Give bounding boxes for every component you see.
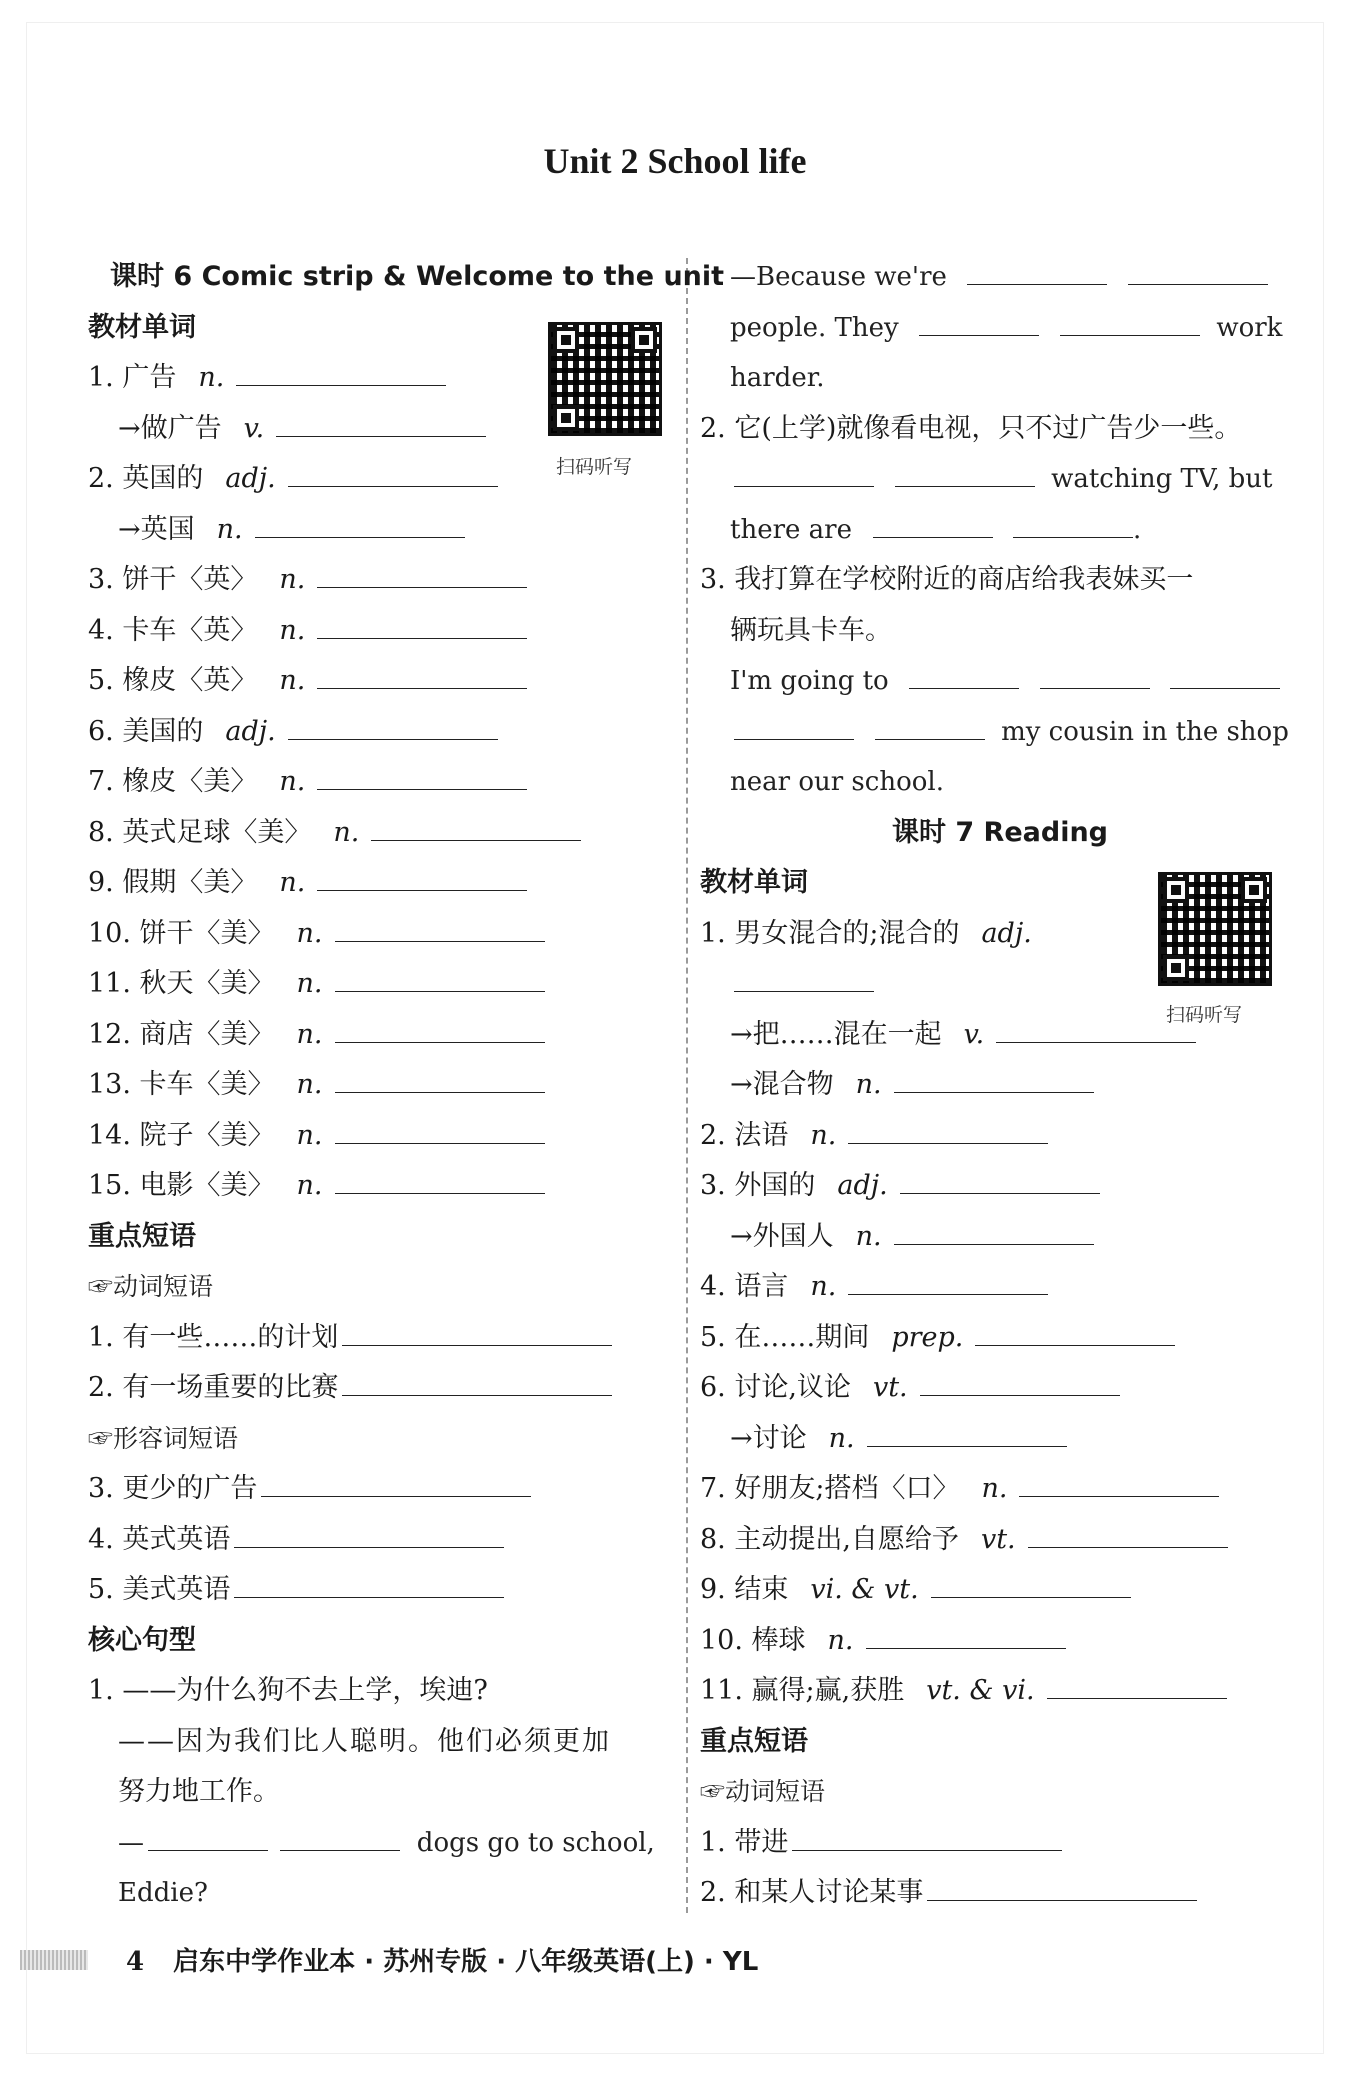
vocab-item: 2. 法语 n. bbox=[700, 1111, 1300, 1162]
left-column bbox=[88, 252, 725, 1919]
answer-blank[interactable] bbox=[335, 1060, 545, 1093]
sentence-cn: 辆玩具卡车。 bbox=[730, 614, 892, 646]
vocab-item: 3. 外国的 adj. bbox=[700, 1161, 1300, 1212]
answer-blank[interactable] bbox=[335, 959, 545, 992]
vocab-item: 1. 男女混合的;混合的 adj. bbox=[700, 917, 1032, 949]
answer-blank[interactable] bbox=[276, 404, 486, 437]
answer-blank[interactable] bbox=[335, 1010, 545, 1043]
phrase-heading: 重点短语 bbox=[88, 1220, 196, 1252]
answer-blank[interactable] bbox=[975, 1313, 1175, 1346]
qr-caption: 扫码听写 bbox=[1166, 1004, 1243, 1026]
answer-blank[interactable] bbox=[1128, 252, 1268, 285]
answer-blank[interactable] bbox=[866, 1616, 1066, 1649]
answer-blank[interactable] bbox=[342, 1313, 612, 1346]
right-column bbox=[700, 252, 1300, 1919]
answer-blank[interactable] bbox=[873, 505, 993, 538]
vocab-item: 14. 院子〈美〉 n. bbox=[88, 1111, 658, 1162]
phrase-item: 1. 有一些……的计划 bbox=[88, 1313, 658, 1364]
vocab-item: →把……混在一起 v. bbox=[700, 1010, 1300, 1061]
answer-blank[interactable] bbox=[927, 1868, 1197, 1901]
answer-blank[interactable] bbox=[909, 656, 1019, 689]
phrase-item: 1. 带进 bbox=[700, 1818, 1300, 1869]
page-footer bbox=[20, 1940, 1330, 1984]
answer-blank[interactable] bbox=[234, 1515, 504, 1548]
answer-blank[interactable] bbox=[894, 1060, 1094, 1093]
answer-blank[interactable] bbox=[288, 454, 498, 487]
vocab-item: →讨论 n. bbox=[700, 1414, 1300, 1465]
sentence-en: my cousin in the shop bbox=[700, 707, 1300, 758]
answer-blank[interactable] bbox=[919, 303, 1039, 336]
vocab-item: 1. 广告 n. bbox=[88, 353, 658, 404]
answer-blank[interactable] bbox=[1040, 656, 1150, 689]
vocab-item: 12. 商店〈美〉 n. bbox=[88, 1010, 658, 1061]
answer-blank[interactable] bbox=[931, 1565, 1131, 1598]
vocab-item: 5. 橡皮〈英〉 n. bbox=[88, 656, 658, 707]
answer-blank[interactable] bbox=[996, 1010, 1196, 1043]
footer-decoration bbox=[20, 1950, 88, 1970]
vocab-heading: 教材单词 bbox=[88, 311, 196, 343]
vocab-item: 5. 在……期间 prep. bbox=[700, 1313, 1300, 1364]
answer-blank[interactable] bbox=[288, 707, 498, 740]
answer-blank[interactable] bbox=[867, 1414, 1067, 1447]
answer-blank[interactable] bbox=[848, 1262, 1048, 1295]
vocab-item: 10. 棒球 n. bbox=[700, 1616, 1300, 1667]
answer-blank[interactable] bbox=[1060, 303, 1200, 336]
answer-blank[interactable] bbox=[317, 757, 527, 790]
answer-blank[interactable] bbox=[1019, 1464, 1219, 1497]
answer-blank[interactable] bbox=[261, 1464, 531, 1497]
answer-blank[interactable] bbox=[734, 454, 874, 487]
phrase-item: 3. 更少的广告 bbox=[88, 1464, 658, 1515]
vocab-item: 2. 英国的 adj. bbox=[88, 454, 658, 505]
sentence-en: there are . bbox=[700, 505, 1300, 556]
answer-blank[interactable] bbox=[335, 1161, 545, 1194]
vocab-item bbox=[700, 959, 1300, 1010]
sentence-en: near our school. bbox=[730, 767, 944, 797]
book-title: 启东中学作业本 · 苏州专版 · 八年级英语(上) · YL bbox=[173, 1947, 759, 1977]
answer-blank[interactable] bbox=[875, 707, 985, 740]
answer-blank[interactable] bbox=[317, 656, 527, 689]
vocab-item: 6. 美国的 adj. bbox=[88, 707, 658, 758]
answer-blank[interactable] bbox=[895, 454, 1035, 487]
vocab-item: 4. 语言 n. bbox=[700, 1262, 1300, 1313]
answer-blank[interactable] bbox=[1170, 656, 1280, 689]
vocab-item: 15. 电影〈美〉 n. bbox=[88, 1161, 658, 1212]
answer-blank[interactable] bbox=[900, 1161, 1100, 1194]
vocab-item: →做广告 v. bbox=[88, 404, 658, 455]
vocab-item: 11. 赢得;赢,获胜 vt. & vi. bbox=[700, 1666, 1300, 1717]
verb-phrase-label: ☞动词短语 bbox=[88, 1272, 214, 1301]
vocab-item: 8. 主动提出,自愿给予 vt. bbox=[700, 1515, 1300, 1566]
answer-blank[interactable] bbox=[1047, 1666, 1227, 1699]
qr-caption: 扫码听写 bbox=[556, 456, 633, 478]
qr-code bbox=[548, 322, 662, 436]
vocab-item: 10. 饼干〈美〉 n. bbox=[88, 909, 658, 960]
answer-blank[interactable] bbox=[236, 353, 446, 386]
answer-blank[interactable] bbox=[967, 252, 1107, 285]
verb-phrase-label: ☞动词短语 bbox=[700, 1777, 826, 1806]
answer-blank[interactable] bbox=[848, 1111, 1048, 1144]
sentence-en: —Because we're bbox=[700, 252, 1300, 303]
answer-blank[interactable] bbox=[255, 505, 465, 538]
sentence-cn: 努力地工作。 bbox=[118, 1776, 280, 1807]
sentence-en: harder. bbox=[730, 363, 825, 393]
phrase-heading: 重点短语 bbox=[700, 1725, 808, 1757]
sentence-en: watching TV, but bbox=[700, 454, 1300, 505]
vocab-item: 4. 卡车〈英〉 n. bbox=[88, 606, 658, 657]
answer-blank[interactable] bbox=[734, 959, 874, 992]
answer-blank[interactable] bbox=[734, 707, 854, 740]
lesson-6-heading: 课时 6 Comic strip & Welcome to the unit bbox=[110, 261, 725, 292]
vocab-item: 13. 卡车〈美〉 n. bbox=[88, 1060, 658, 1111]
phrase-item: 2. 有一场重要的比赛 bbox=[88, 1363, 658, 1414]
vocab-item: 6. 讨论,议论 vt. bbox=[700, 1363, 1300, 1414]
vocab-item: 8. 英式足球〈美〉 n. bbox=[88, 808, 658, 859]
vocab-heading: 教材单词 bbox=[700, 867, 808, 898]
answer-blank[interactable] bbox=[317, 606, 527, 639]
answer-blank[interactable] bbox=[1028, 1515, 1228, 1548]
answer-blank[interactable] bbox=[234, 1565, 504, 1598]
sentence-heading: 核心句型 bbox=[88, 1624, 196, 1656]
page-number: 4 bbox=[126, 1947, 145, 1977]
phrase-item: 4. 英式英语 bbox=[88, 1515, 658, 1566]
vocab-item: 7. 好朋友;搭档〈口〉 n. bbox=[700, 1464, 1300, 1515]
sentence-en: — dogs go to school, bbox=[88, 1818, 658, 1869]
vocab-item: 9. 假期〈美〉 n. bbox=[88, 858, 658, 909]
answer-blank[interactable] bbox=[894, 1212, 1094, 1245]
answer-blank[interactable] bbox=[1013, 505, 1133, 538]
answer-blank[interactable] bbox=[371, 808, 581, 841]
answer-blank[interactable] bbox=[920, 1363, 1120, 1396]
sentence-cn: 1. ——为什么狗不去上学，埃迪? bbox=[88, 1675, 488, 1706]
answer-blank[interactable] bbox=[317, 858, 527, 891]
sentence-en: people. They work bbox=[700, 303, 1300, 354]
vocab-item: →外国人 n. bbox=[700, 1212, 1300, 1263]
sentence-en: I'm going to bbox=[700, 656, 1300, 707]
sentence-cn: 2. 它(上学)就像看电视，只不过广告少一些。 bbox=[700, 412, 1242, 444]
answer-blank[interactable] bbox=[342, 1363, 612, 1396]
answer-blank[interactable] bbox=[148, 1818, 268, 1851]
vocab-item: 7. 橡皮〈美〉 n. bbox=[88, 757, 658, 808]
sentence-en: Eddie? bbox=[118, 1878, 208, 1908]
vocab-item: 11. 秋天〈美〉 n. bbox=[88, 959, 658, 1010]
answer-blank[interactable] bbox=[280, 1818, 400, 1851]
answer-blank[interactable] bbox=[335, 1111, 545, 1144]
sentence-cn: 3. 我打算在学校附近的商店给我表妹买一 bbox=[700, 564, 1194, 595]
phrase-item: 5. 美式英语 bbox=[88, 1565, 658, 1616]
vocab-item: →英国 n. bbox=[88, 505, 658, 556]
phrase-item: 2. 和某人讨论某事 bbox=[700, 1868, 1300, 1919]
vocab-item: →混合物 n. bbox=[700, 1060, 1300, 1111]
answer-blank[interactable] bbox=[792, 1818, 1062, 1851]
vocab-item: 9. 结束 vi. & vt. bbox=[700, 1565, 1300, 1616]
answer-blank[interactable] bbox=[335, 909, 545, 942]
unit-title: Unit 2 School life bbox=[543, 141, 807, 181]
vocab-item: 3. 饼干〈英〉 n. bbox=[88, 555, 658, 606]
answer-blank[interactable] bbox=[317, 555, 527, 588]
sentence-cn: ——因为我们比人聪明。他们必须更加 bbox=[118, 1725, 611, 1757]
adj-phrase-label: ☞形容词短语 bbox=[88, 1423, 239, 1453]
lesson-7-heading: 课时 7 Reading bbox=[891, 816, 1109, 848]
column-divider bbox=[686, 258, 688, 1913]
